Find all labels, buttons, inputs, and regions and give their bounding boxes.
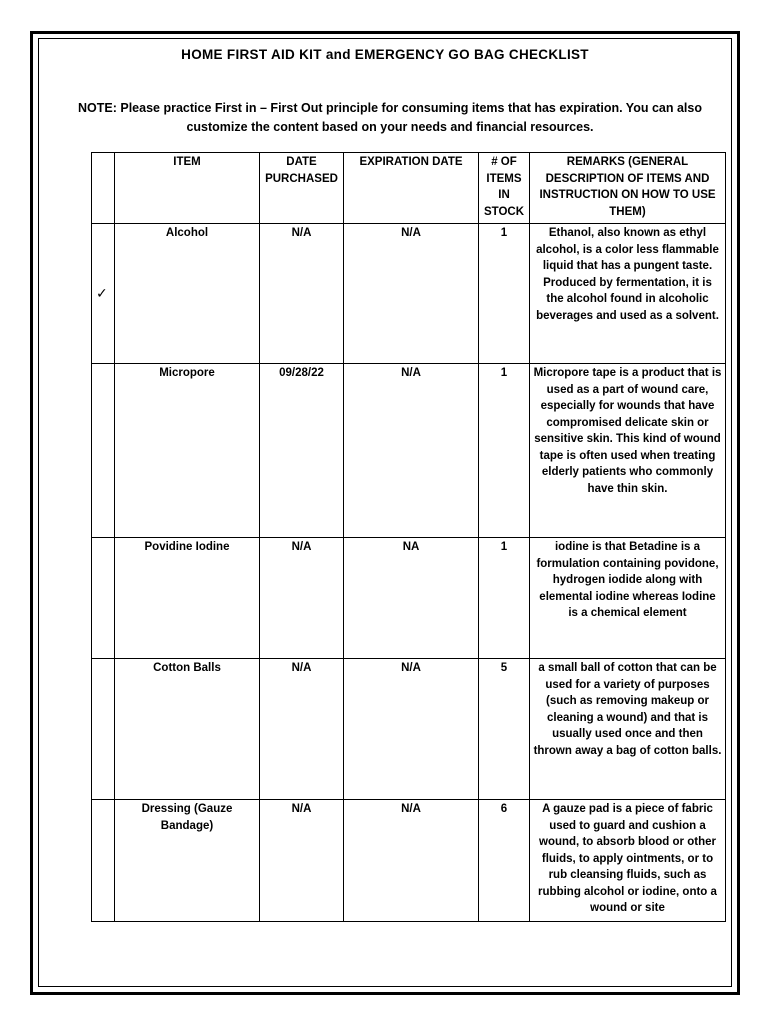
num-items-cell: 5 bbox=[479, 659, 530, 800]
expiration-date-cell: N/A bbox=[344, 659, 479, 800]
remarks-cell: iodine is that Betadine is a formulation containing povidone, hydrogen iodide along with elemental iodine whereas Iodine is a chemical element bbox=[530, 538, 726, 659]
remarks-cell: a small ball of cotton that can be used for a variety of purposes (such as removing makeup or cleaning a wound) and that is usually used once and then thrown away a bag of cotton balls. bbox=[530, 659, 726, 800]
item-cell: Alcohol bbox=[115, 224, 260, 364]
date-purchased-cell: 09/28/22 bbox=[260, 364, 344, 538]
check-cell[interactable] bbox=[92, 800, 115, 922]
check-cell[interactable] bbox=[92, 659, 115, 800]
header-num-items: # OF ITEMS IN STOCK bbox=[479, 153, 530, 224]
num-items-cell: 1 bbox=[479, 224, 530, 364]
document-title: HOME FIRST AID KIT and EMERGENCY GO BAG CHECKLIST bbox=[181, 47, 589, 62]
header-item: ITEM bbox=[115, 153, 260, 224]
num-items-cell: 1 bbox=[479, 538, 530, 659]
header-remarks: REMARKS (GENERAL DESCRIPTION OF ITEMS AND INSTRUCTION ON HOW TO USE THEM) bbox=[530, 153, 726, 224]
expiration-date-cell: N/A bbox=[344, 224, 479, 364]
date-purchased-cell: N/A bbox=[260, 800, 344, 922]
check-cell[interactable] bbox=[92, 538, 115, 659]
expiration-date-cell: N/A bbox=[344, 800, 479, 922]
remarks-cell: A gauze pad is a piece of fabric used to guard and cushion a wound, to absorb blood or other fluids, to apply ointments, or to rub cleansing fluids, such as rubbing alcohol or iodine, onto a wound or site bbox=[530, 800, 726, 922]
table-row bbox=[92, 364, 726, 538]
table-row bbox=[92, 800, 726, 922]
date-purchased-cell: N/A bbox=[260, 538, 344, 659]
check-cell[interactable] bbox=[92, 364, 115, 538]
expiration-date-cell: NA bbox=[344, 538, 479, 659]
table-row bbox=[92, 659, 726, 800]
expiration-date-cell: N/A bbox=[344, 364, 479, 538]
header-expiration-date: EXPIRATION DATE bbox=[344, 153, 479, 224]
num-items-cell: 1 bbox=[479, 364, 530, 538]
table-row bbox=[92, 224, 726, 364]
check-mark-icon[interactable]: ✓ bbox=[92, 224, 115, 364]
note-text: NOTE: Please practice First in – First Out principle for consuming items that has expiration. You can also customize the content based on your needs and financial resources. bbox=[78, 101, 702, 134]
table-header-row bbox=[92, 153, 726, 224]
date-purchased-cell: N/A bbox=[260, 659, 344, 800]
table-row bbox=[92, 538, 726, 659]
num-items-cell: 6 bbox=[479, 800, 530, 922]
date-purchased-cell: N/A bbox=[260, 224, 344, 364]
item-cell: Cotton Balls bbox=[115, 659, 260, 800]
item-cell: Povidine Iodine bbox=[115, 538, 260, 659]
header-date-purchased: DATE PURCHASED bbox=[260, 153, 344, 224]
remarks-cell: Ethanol, also known as ethyl alcohol, is a color less flammable liquid that has a pungent taste. Produced by fermentation, it is the alcohol found in alcoholic beverages and used as a solvent. bbox=[530, 224, 726, 364]
checklist-table bbox=[91, 152, 726, 922]
item-cell: Dressing (Gauze Bandage) bbox=[115, 800, 260, 922]
remarks-cell: Micropore tape is a product that is used as a part of wound care, especially for wounds that have compromised delicate skin or sensitive skin. This kind of wound tape is often used when treating elderly patients who commonly have thin skin. bbox=[530, 364, 726, 538]
header-check bbox=[92, 153, 115, 224]
item-cell: Micropore bbox=[115, 364, 260, 538]
